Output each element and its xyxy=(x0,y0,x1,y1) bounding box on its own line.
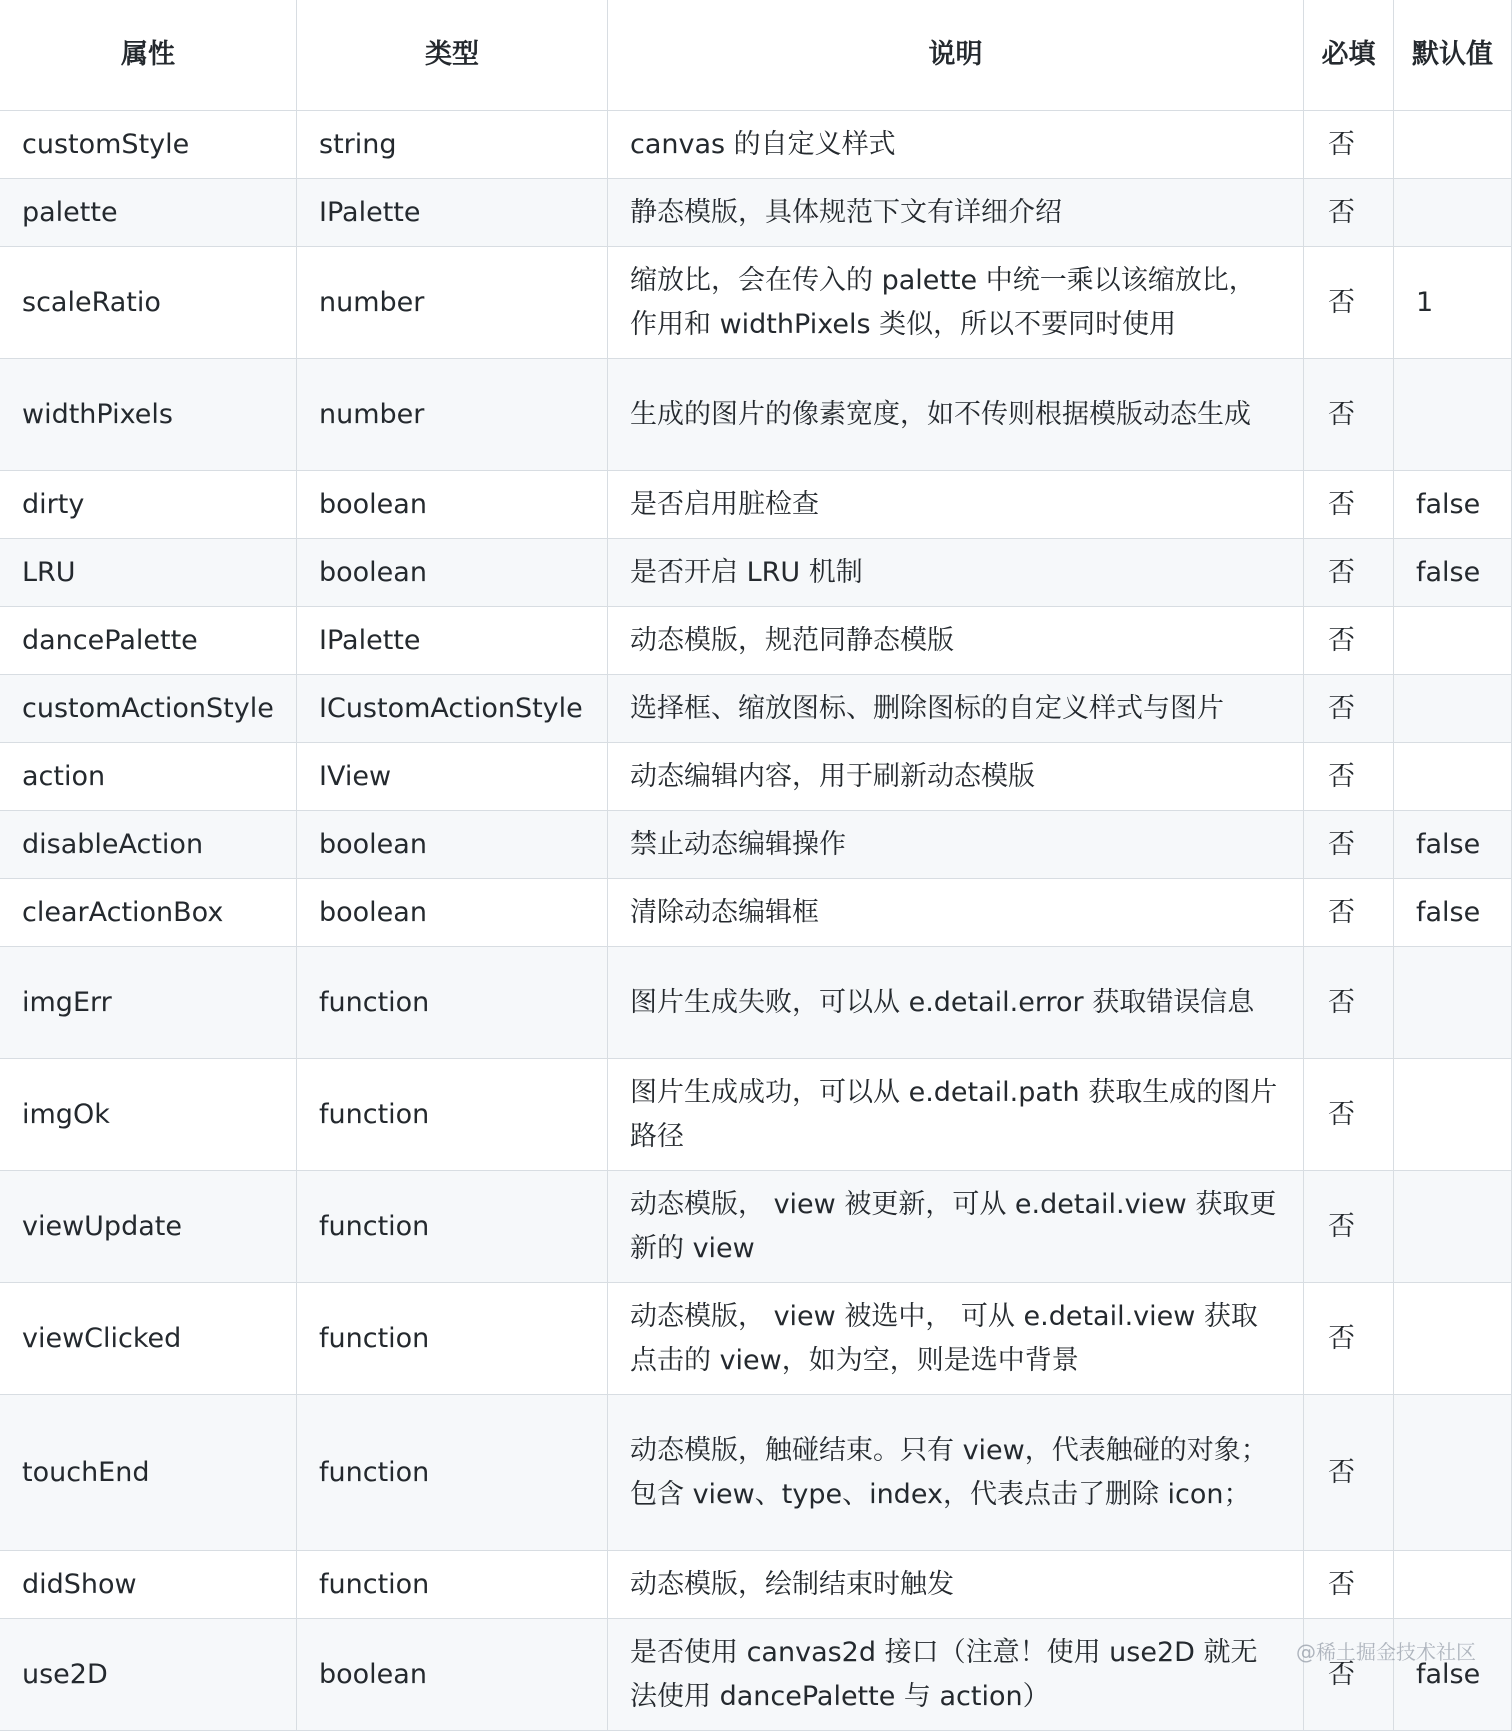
table-body xyxy=(0,111,1512,1731)
cell-type: IPalette xyxy=(297,607,608,675)
cell-property: customActionStyle xyxy=(0,675,297,743)
cell-property: viewClicked xyxy=(0,1283,297,1395)
cell-required: 否 xyxy=(1304,947,1394,1059)
cell-type: function xyxy=(297,947,608,1059)
cell-property: viewUpdate xyxy=(0,1171,297,1283)
table-row xyxy=(0,1619,1512,1731)
cell-property: dancePalette xyxy=(0,607,297,675)
cell-default xyxy=(1394,1059,1512,1171)
cell-property: clearActionBox xyxy=(0,879,297,947)
cell-default xyxy=(1394,1395,1512,1551)
cell-required: 否 xyxy=(1304,1551,1394,1619)
cell-property: action xyxy=(0,743,297,811)
table-row xyxy=(0,743,1512,811)
cell-default xyxy=(1394,1283,1512,1395)
table-row xyxy=(0,879,1512,947)
cell-description: 清除动态编辑框 xyxy=(608,879,1304,947)
cell-type: string xyxy=(297,111,608,179)
cell-property: scaleRatio xyxy=(0,247,297,359)
table-row xyxy=(0,1395,1512,1551)
cell-required: 否 xyxy=(1304,1171,1394,1283)
table-row xyxy=(0,1171,1512,1283)
cell-property: widthPixels xyxy=(0,359,297,471)
cell-type: boolean xyxy=(297,539,608,607)
cell-type: number xyxy=(297,359,608,471)
header-description: 说明 xyxy=(608,0,1304,111)
table-row xyxy=(0,111,1512,179)
cell-description: 动态模版，触碰结束。只有 view，代表触碰的对象；包含 view、type、index，代表点击了删除 icon； xyxy=(608,1395,1304,1551)
cell-required: 否 xyxy=(1304,811,1394,879)
table-row xyxy=(0,947,1512,1059)
cell-type: boolean xyxy=(297,471,608,539)
cell-property: didShow xyxy=(0,1551,297,1619)
cell-description: 动态模版，绘制结束时触发 xyxy=(608,1551,1304,1619)
cell-property: customStyle xyxy=(0,111,297,179)
table-row xyxy=(0,675,1512,743)
cell-required: 否 xyxy=(1304,247,1394,359)
cell-description: 生成的图片的像素宽度，如不传则根据模版动态生成 xyxy=(608,359,1304,471)
table-header-row xyxy=(0,0,1512,111)
cell-required: 否 xyxy=(1304,359,1394,471)
cell-default xyxy=(1394,179,1512,247)
cell-required: 否 xyxy=(1304,179,1394,247)
cell-required: 否 xyxy=(1304,1619,1394,1731)
cell-required: 否 xyxy=(1304,1395,1394,1551)
cell-description: 缩放比，会在传入的 palette 中统一乘以该缩放比，作用和 widthPixels 类似，所以不要同时使用 xyxy=(608,247,1304,359)
cell-default xyxy=(1394,359,1512,471)
cell-required: 否 xyxy=(1304,743,1394,811)
cell-description: 图片生成成功，可以从 e.detail.path 获取生成的图片路径 xyxy=(608,1059,1304,1171)
cell-property: LRU xyxy=(0,539,297,607)
cell-required: 否 xyxy=(1304,675,1394,743)
cell-description: 是否使用 canvas2d 接口（注意！使用 use2D 就无法使用 dancePalette 与 action） xyxy=(608,1619,1304,1731)
cell-default xyxy=(1394,111,1512,179)
cell-default: false xyxy=(1394,1619,1512,1731)
cell-required: 否 xyxy=(1304,539,1394,607)
cell-default xyxy=(1394,1551,1512,1619)
cell-default xyxy=(1394,1171,1512,1283)
cell-type: function xyxy=(297,1171,608,1283)
table-row xyxy=(0,539,1512,607)
cell-required: 否 xyxy=(1304,1283,1394,1395)
cell-default xyxy=(1394,947,1512,1059)
cell-default xyxy=(1394,743,1512,811)
cell-default xyxy=(1394,607,1512,675)
cell-property: dirty xyxy=(0,471,297,539)
cell-description: 动态编辑内容，用于刷新动态模版 xyxy=(608,743,1304,811)
cell-type: function xyxy=(297,1059,608,1171)
table-row xyxy=(0,811,1512,879)
header-property: 属性 xyxy=(0,0,297,111)
watermark: @稀土掘金技术社区 xyxy=(1296,1640,1476,1664)
cell-type: IPalette xyxy=(297,179,608,247)
cell-default: false xyxy=(1394,811,1512,879)
cell-default xyxy=(1394,675,1512,743)
table-row xyxy=(0,1059,1512,1171)
cell-type: function xyxy=(297,1395,608,1551)
cell-property: imgErr xyxy=(0,947,297,1059)
cell-type: boolean xyxy=(297,1619,608,1731)
cell-property: palette xyxy=(0,179,297,247)
cell-type: number xyxy=(297,247,608,359)
cell-default: false xyxy=(1394,879,1512,947)
cell-description: 动态模版， view 被选中， 可从 e.detail.view 获取点击的 view，如为空，则是选中背景 xyxy=(608,1283,1304,1395)
cell-property: touchEnd xyxy=(0,1395,297,1551)
table-row xyxy=(0,1551,1512,1619)
cell-property: use2D xyxy=(0,1619,297,1731)
cell-description: 静态模版，具体规范下文有详细介绍 xyxy=(608,179,1304,247)
cell-default: false xyxy=(1394,471,1512,539)
cell-description: 动态模版，规范同静态模版 xyxy=(608,607,1304,675)
cell-description: 选择框、缩放图标、删除图标的自定义样式与图片 xyxy=(608,675,1304,743)
cell-property: disableAction xyxy=(0,811,297,879)
table-row xyxy=(0,179,1512,247)
cell-type: ICustomActionStyle xyxy=(297,675,608,743)
cell-description: 图片生成失败，可以从 e.detail.error 获取错误信息 xyxy=(608,947,1304,1059)
cell-type: function xyxy=(297,1283,608,1395)
cell-type: boolean xyxy=(297,879,608,947)
cell-type: boolean xyxy=(297,811,608,879)
cell-required: 否 xyxy=(1304,471,1394,539)
header-required: 必填 xyxy=(1304,0,1394,111)
table-row xyxy=(0,359,1512,471)
cell-description: 禁止动态编辑操作 xyxy=(608,811,1304,879)
cell-description: 动态模版， view 被更新，可从 e.detail.view 获取更新的 view xyxy=(608,1171,1304,1283)
cell-type: function xyxy=(297,1551,608,1619)
table-row xyxy=(0,1283,1512,1395)
cell-property: imgOk xyxy=(0,1059,297,1171)
header-type: 类型 xyxy=(297,0,608,111)
cell-description: 是否启用脏检查 xyxy=(608,471,1304,539)
table-row xyxy=(0,607,1512,675)
cell-default: 1 xyxy=(1394,247,1512,359)
cell-required: 否 xyxy=(1304,607,1394,675)
cell-type: IView xyxy=(297,743,608,811)
cell-description: canvas 的自定义样式 xyxy=(608,111,1304,179)
cell-required: 否 xyxy=(1304,1059,1394,1171)
header-default: 默认值 xyxy=(1394,0,1512,111)
cell-default: false xyxy=(1394,539,1512,607)
table-row xyxy=(0,247,1512,359)
cell-description: 是否开启 LRU 机制 xyxy=(608,539,1304,607)
table-row xyxy=(0,471,1512,539)
cell-required: 否 xyxy=(1304,879,1394,947)
cell-required: 否 xyxy=(1304,111,1394,179)
